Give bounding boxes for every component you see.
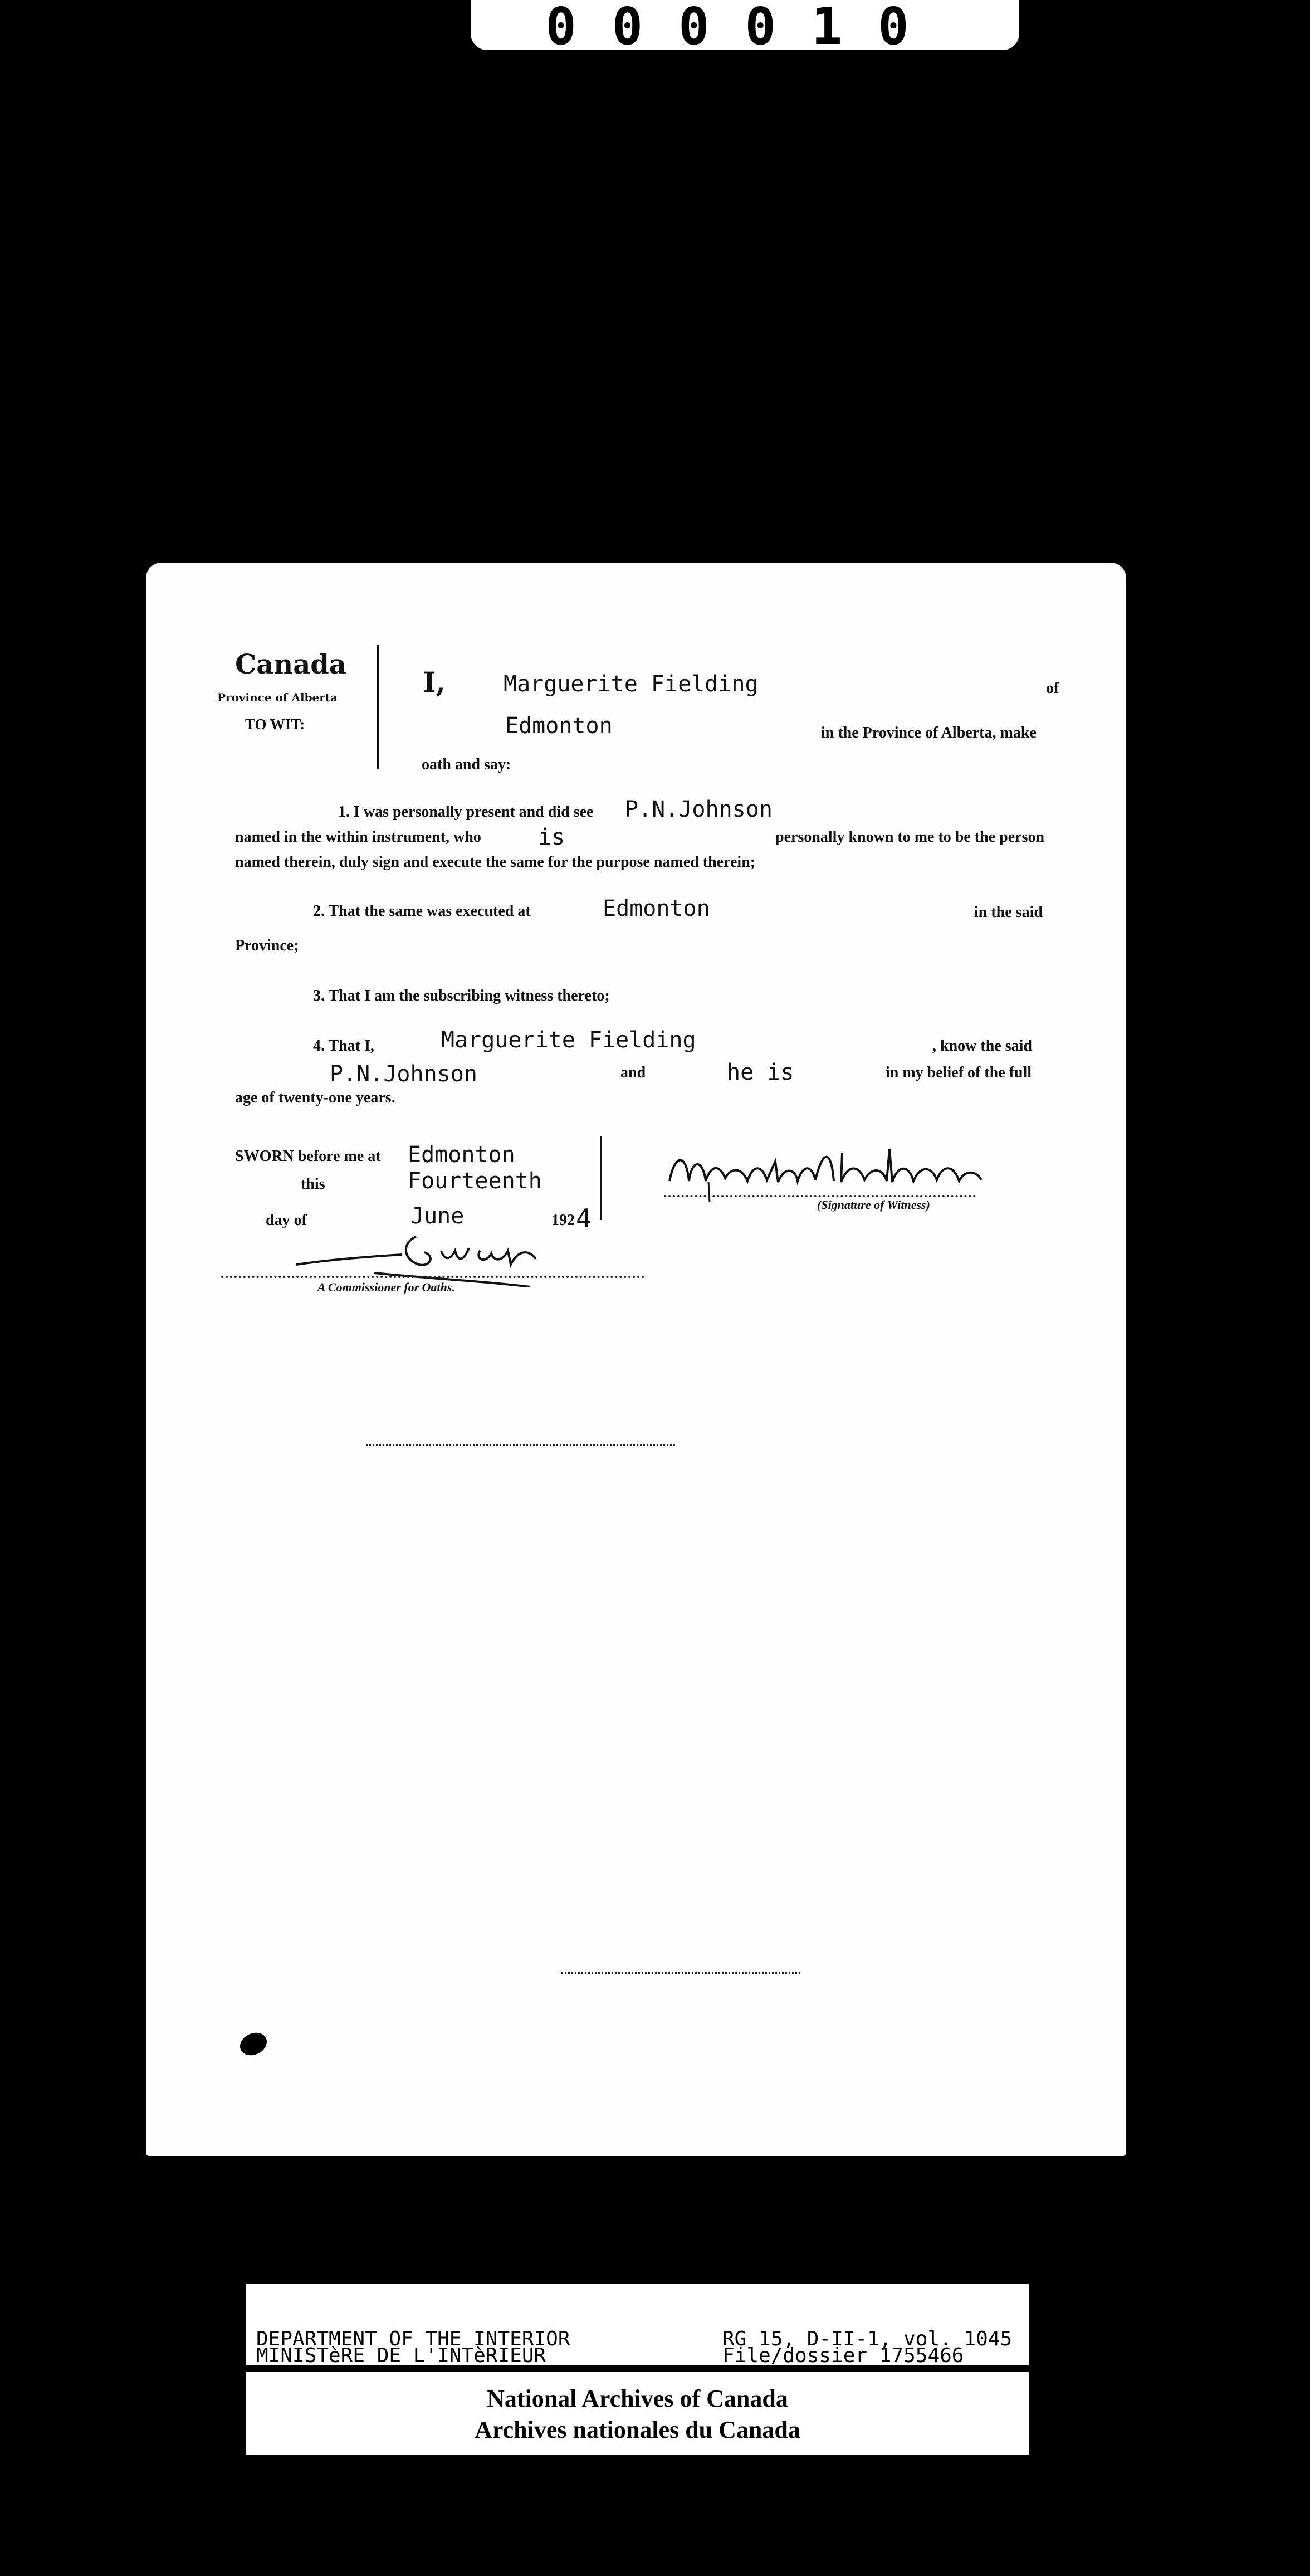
archive-name-fr: Archives nationales du Canada [475, 2416, 800, 2443]
commissioner-signature-line [221, 1276, 644, 1278]
p1-text-a: 1. I was personally present and did see [338, 803, 594, 821]
frame-number: 000010 [545, 0, 945, 56]
p1-text-c: personally known to me to be the person [775, 828, 1045, 846]
p1-text-d: named therein, duly sign and execute the same for the purpose named therein; [235, 853, 756, 871]
p2-text-a: 2. That the same was executed at [313, 902, 531, 920]
p4-text-c: and [620, 1064, 646, 1081]
p4-text-b: , know the said [932, 1037, 1032, 1055]
day-of-label: day of [266, 1212, 307, 1229]
archive-name-en: National Archives of Canada [487, 2385, 788, 2412]
affidavit-document [146, 563, 1126, 2156]
oath-text: oath and say: [422, 756, 511, 773]
frame-number-label [471, 0, 1019, 56]
header-divider [377, 645, 379, 769]
p4-text-a: 4. That I, [313, 1037, 374, 1055]
file-number: File/dossier 1755466 [722, 2344, 964, 2367]
witness-name-field: Marguerite Fielding [504, 671, 759, 697]
of-label: of [1046, 680, 1059, 697]
faint-dotted-line-1 [366, 1444, 675, 1446]
is-field: is [538, 824, 565, 850]
p4-text-d: in my belief of the full [886, 1064, 1032, 1081]
witness-signature [664, 1142, 1020, 1203]
year-digit-field: 4 [576, 1203, 592, 1233]
sworn-label: SWORN before me at [235, 1148, 381, 1165]
jurat-divider [600, 1136, 602, 1220]
day-field: Fourteenth [408, 1168, 542, 1194]
residence-field: Edmonton [505, 713, 613, 739]
faint-dotted-line-2 [561, 1972, 800, 1974]
sworn-place-field: Edmonton [408, 1142, 515, 1168]
archive-reference: RG 15, D-II-1, vol. 1045 [722, 2328, 1013, 2350]
country-heading: Canada [235, 649, 346, 680]
person-seen-field: P.N.Johnson [625, 797, 773, 822]
commissioner-label: A Commissioner for Oaths. [317, 1280, 455, 1294]
department-en: DEPARTMENT OF THE INTERIOR [256, 2328, 570, 2350]
archive-name-box [246, 2372, 1029, 2455]
witness-name-2-field: Marguerite Fielding [441, 1027, 696, 1053]
executed-at-field: Edmonton [603, 896, 710, 921]
month-field: June [410, 1203, 465, 1229]
p2-text-c: Province; [235, 937, 299, 954]
department-fr: MINISTèRE DE L'INTèRIEUR [256, 2344, 546, 2367]
p4-text-e: age of twenty-one years. [235, 1089, 395, 1106]
p3-text: 3. That I am the subscribing witness thereto; [313, 987, 610, 1004]
year-prefix: 192 [551, 1212, 575, 1229]
witness-signature-line [664, 1195, 976, 1197]
p2-text-b: in the said [974, 904, 1043, 921]
signature-witness-label: (Signature of Witness) [817, 1198, 930, 1212]
province-text: in the Province of Alberta, make [821, 724, 1037, 741]
this-label: this [301, 1175, 325, 1193]
to-wit-label: TO WIT: [245, 716, 305, 733]
p1-text-b: named in the within instrument, who [235, 828, 481, 846]
he-is-field: he is [727, 1060, 794, 1085]
archive-reference-box [246, 2284, 1029, 2365]
province-heading: Province of Alberta [217, 691, 338, 704]
oath-i-label: I, [423, 666, 446, 699]
person-2-field: P.N.Johnson [330, 1061, 477, 1087]
